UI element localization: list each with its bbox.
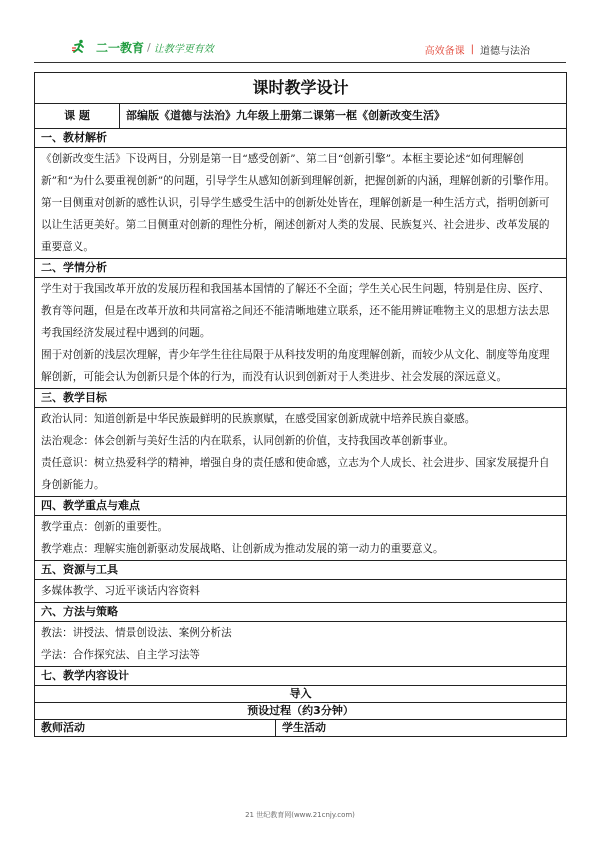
header-rule bbox=[34, 62, 566, 63]
paragraph: 责任意识：树立热爱科学的精神，增强自身的责任感和使命感，立志为个人成长、社会进步、国家发展提升自身创新能力。 bbox=[41, 457, 550, 491]
teacher-activity-header: 教师活动 bbox=[35, 720, 276, 737]
logo-name: 二一教育 bbox=[96, 40, 145, 55]
paragraph: 学生对于我国改革开放的发展历程和我国基本国情的了解还不全面；学生关心民生问题，特别是住房、医疗、教育等问题，但是在改革开放和共同富裕之间还不能清晰地建立联系，还不能用辨证唯物主义的思想方法去思考我国经济发展过程中遇到的问题。 bbox=[41, 283, 550, 339]
paragraph: 学法：合作探究法、自主学习法等 bbox=[41, 649, 200, 661]
section-body bbox=[35, 580, 567, 603]
section-heading: 二、学情分析 bbox=[35, 259, 567, 278]
lesson-design-table bbox=[34, 72, 567, 737]
paragraph: 囿于对创新的浅层次理解，青少年学生往往局限于从科技发明的角度理解创新，而较少从文化、制度等角度理解创新，可能会认为创新只是个体的行为，而没有认识到创新对于人类进步、社会发展的深远意义。 bbox=[41, 349, 550, 383]
paragraph: 教法：讲授法、情景创设法、案例分析法 bbox=[41, 627, 232, 639]
brand-logo[interactable] bbox=[70, 38, 214, 56]
paragraph: 《创新改变生活》下设两目，分别是第一目“感受创新”、第二目“创新引擎”。本框主要论述“如何理解创新”和“为什么要重视创新”的问题，引导学生从感知创新到理解创新，把握创新的内涵，理解创新的引擎作用。第一目侧重对创新的感性认识，引导学生感受生活中的创新处处皆在，理解创新是一种生活方式，指明创新可以让生活更美好。第二目侧重对创新的理性分析，阐述创新对人类的发展、民族复兴、社会进步、改革发展的重要意义。 bbox=[41, 153, 556, 253]
paragraph: 政治认同：知道创新是中华民族最鲜明的民族禀赋，在感受国家创新成就中培养民族自豪感。 bbox=[41, 413, 476, 425]
header-right bbox=[425, 42, 530, 57]
topic-value: 部编版《道德与法治》九年级上册第二课第一框《创新改变生活》 bbox=[120, 104, 567, 129]
header-divider: | bbox=[470, 44, 474, 55]
intro-row: 导入 bbox=[35, 686, 567, 703]
paragraph: 教学重点：创新的重要性。 bbox=[41, 521, 169, 533]
section-body bbox=[35, 408, 567, 497]
section-heading: 六、方法与策略 bbox=[35, 603, 567, 622]
section-body bbox=[35, 622, 567, 667]
paragraph: 法治观念：体会创新与美好生活的内在联系，认同创新的价值，支持我国改革创新事业。 bbox=[41, 435, 455, 447]
section-body bbox=[35, 278, 567, 389]
section-body bbox=[35, 148, 567, 259]
student-activity-header: 学生活动 bbox=[276, 720, 567, 737]
header-tag[interactable]: 高效备课 bbox=[424, 46, 465, 57]
runner-logo-icon bbox=[70, 38, 92, 56]
section-heading: 五、资源与工具 bbox=[35, 561, 567, 580]
topic-label: 课 题 bbox=[35, 104, 120, 129]
section-body bbox=[35, 516, 567, 561]
paragraph: 多媒体教学、习近平谈话内容资料 bbox=[41, 585, 200, 597]
section-heading: 四、教学重点与难点 bbox=[35, 497, 567, 516]
logo-slogan: 让教学更有效 bbox=[153, 43, 214, 55]
page-footer: 21 世纪教育网(www.21cnjy.com) bbox=[245, 811, 355, 819]
paragraph: 教学难点：理解实施创新驱动发展战略、让创新成为推动发展的第一动力的重要意义。 bbox=[41, 543, 444, 555]
header-subject[interactable]: 道德与法治 bbox=[480, 46, 530, 57]
preset-row: 预设过程（约3分钟） bbox=[35, 703, 567, 720]
section-heading: 七、教学内容设计 bbox=[35, 667, 567, 686]
section-heading: 三、教学目标 bbox=[35, 389, 567, 408]
section-heading: 一、教材解析 bbox=[35, 129, 567, 148]
logo-separator: / bbox=[147, 40, 151, 54]
doc-title: 课时教学设计 bbox=[35, 73, 567, 104]
page-header bbox=[0, 0, 600, 60]
